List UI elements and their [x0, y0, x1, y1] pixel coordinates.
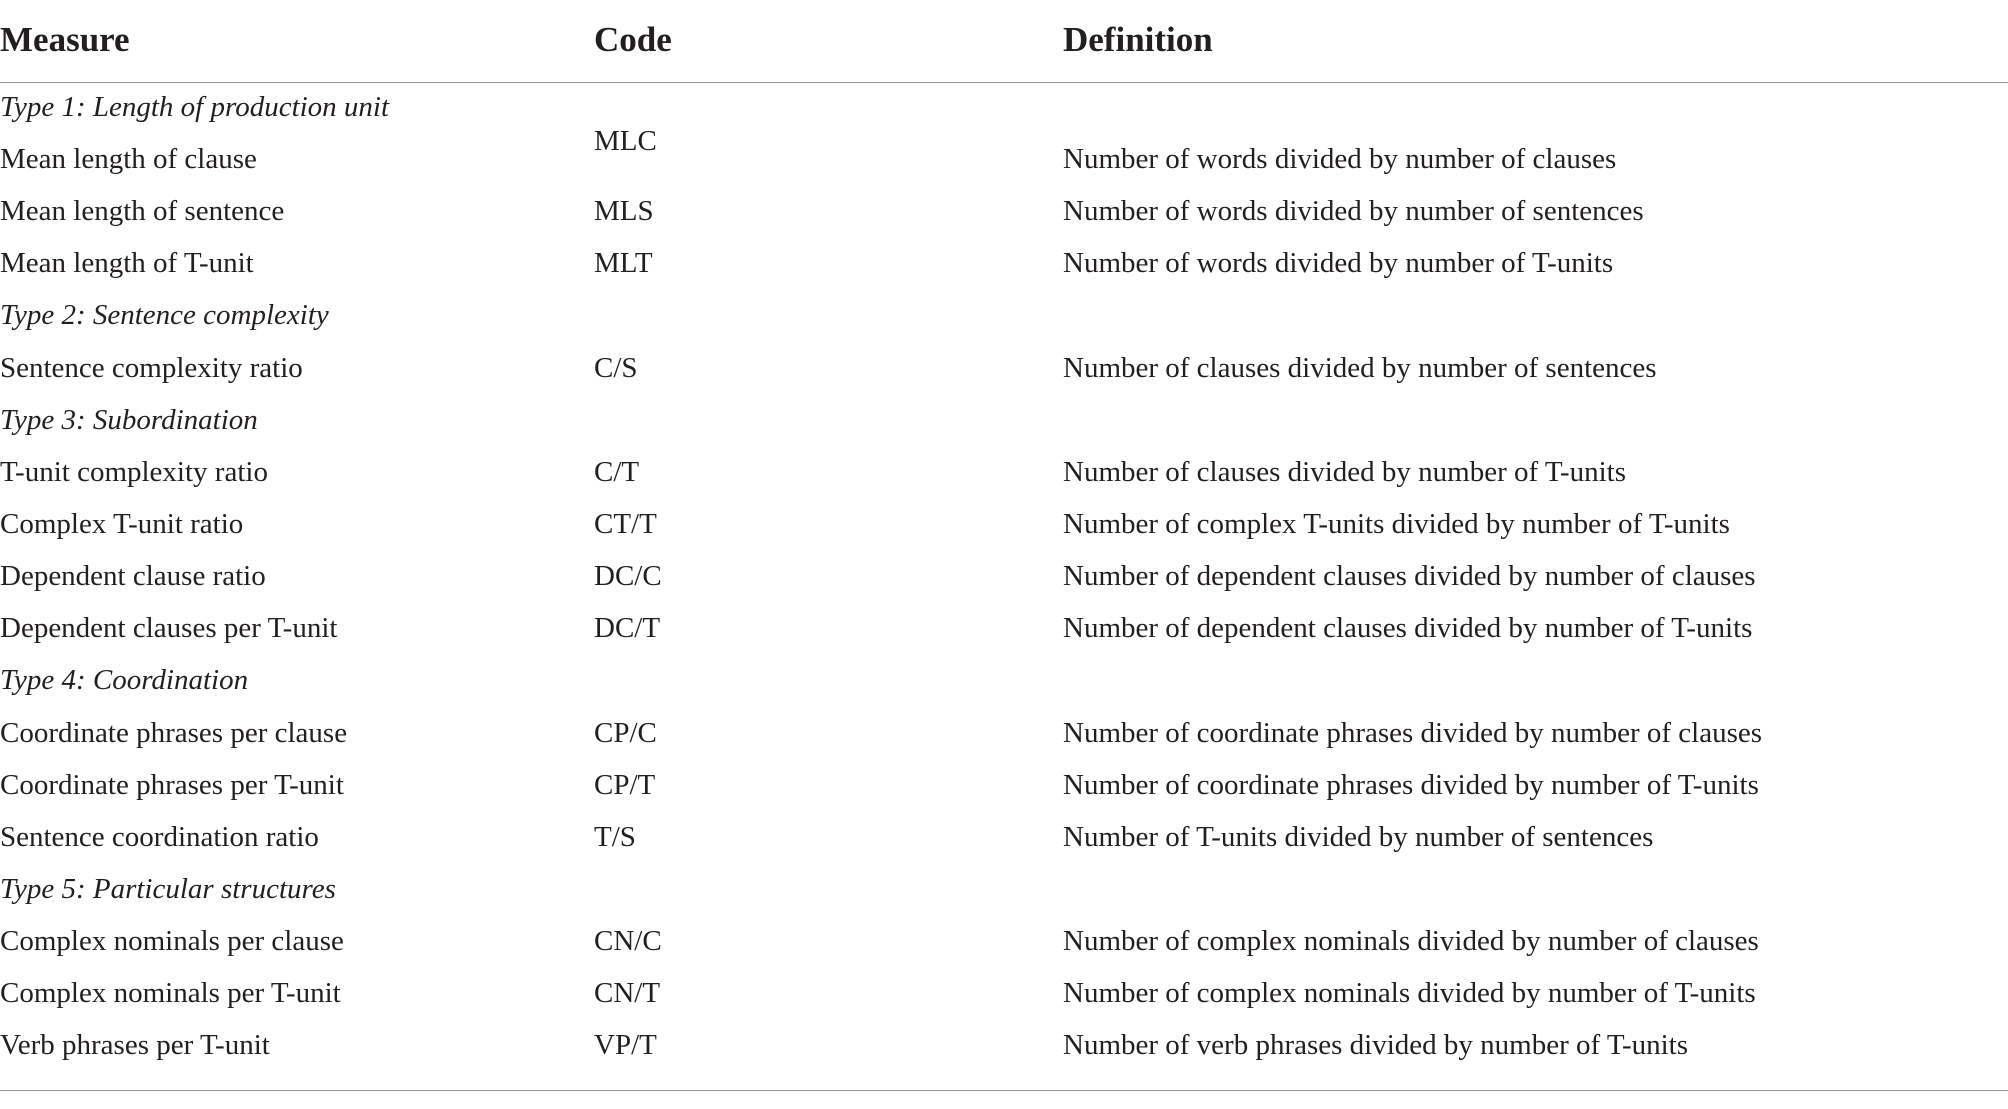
- table-row: [0, 557, 2008, 609]
- definition-cell: Number of dependent clauses divided by number of clauses: [1063, 560, 1756, 592]
- definition-cell: Number of words divided by number of T-units: [1063, 247, 1614, 279]
- group-title-row: [0, 870, 2008, 922]
- definition-cell: Number of complex T-units divided by number of T-units: [1063, 508, 1730, 540]
- measure-cell: Dependent clauses per T-unit: [0, 612, 338, 644]
- code-cell: CN/C: [594, 925, 662, 957]
- header-code: Code: [594, 20, 672, 59]
- group-title-row: [0, 401, 2008, 453]
- code-cell: DC/C: [594, 560, 662, 592]
- measure-cell: Complex nominals per clause: [0, 925, 344, 957]
- definition-cell: Number of dependent clauses divided by number of T-units: [1063, 612, 1753, 644]
- measure-cell: Complex nominals per T-unit: [0, 977, 341, 1009]
- code-cell: CP/T: [594, 769, 656, 801]
- group-title-row: [0, 88, 2008, 140]
- measure-cell: Mean length of T-unit: [0, 247, 254, 279]
- table-row: [0, 192, 2008, 244]
- definition-cell: Number of coordinate phrases divided by number of T-units: [1063, 769, 1759, 801]
- code-cell: DC/T: [594, 612, 661, 644]
- definition-cell: Number of complex nominals divided by number of T-units: [1063, 977, 1756, 1009]
- measure-cell: Complex T-unit ratio: [0, 508, 244, 540]
- code-cell: T/S: [594, 821, 636, 853]
- definition-cell: Number of words divided by number of sentences: [1063, 195, 1644, 227]
- table-row: [0, 125, 2008, 192]
- table-row: [0, 244, 2008, 296]
- code-cell: MLC: [594, 125, 657, 157]
- code-cell: CP/C: [594, 717, 657, 749]
- measure-cell: T-unit complexity ratio: [0, 456, 268, 488]
- group-title: Type 1: Length of production unit: [0, 91, 390, 123]
- code-cell: CT/T: [594, 508, 657, 540]
- table-row: [0, 714, 2008, 766]
- header-definition: Definition: [1063, 20, 1213, 59]
- measure-cell: Coordinate phrases per T-unit: [0, 769, 344, 801]
- table-row: [0, 974, 2008, 1026]
- table-row: [0, 1026, 2008, 1078]
- measure-cell: Sentence coordination ratio: [0, 821, 319, 853]
- code-cell: CN/T: [594, 977, 661, 1009]
- definition-cell: Number of T-units divided by number of sentences: [1063, 821, 1654, 853]
- code-cell: C/T: [594, 456, 640, 488]
- definition-cell: Number of complex nominals divided by number of clauses: [1063, 925, 1759, 957]
- table-row: [0, 349, 2008, 401]
- group-title: Type 4: Coordination: [0, 664, 249, 696]
- code-cell: C/S: [594, 352, 638, 384]
- group-title: Type 5: Particular structures: [0, 873, 336, 905]
- code-cell: MLS: [594, 195, 654, 227]
- measure-cell: Coordinate phrases per clause: [0, 717, 348, 749]
- table-row: [0, 766, 2008, 818]
- group-title: Type 2: Sentence complexity: [0, 299, 329, 331]
- measure-cell: Verb phrases per T-unit: [0, 1029, 270, 1061]
- definition-cell: Number of verb phrases divided by number of T-units: [1063, 1029, 1689, 1061]
- bottom-rule: [0, 1090, 2008, 1091]
- group-title-row: [0, 661, 2008, 713]
- code-cell: MLT: [594, 247, 653, 279]
- measure-cell: Mean length of sentence: [0, 195, 285, 227]
- code-cell: VP/T: [594, 1029, 657, 1061]
- definition-cell: Number of clauses divided by number of T-units: [1063, 456, 1626, 488]
- definition-cell: Number of coordinate phrases divided by number of clauses: [1063, 717, 1763, 749]
- header-measure: Measure: [0, 20, 130, 59]
- table-header: [0, 0, 2008, 83]
- table-row: [0, 818, 2008, 870]
- table-row: [0, 609, 2008, 661]
- measure-cell: Mean length of clause: [0, 143, 257, 175]
- measure-cell: Dependent clause ratio: [0, 560, 266, 592]
- table-row: [0, 922, 2008, 974]
- group-title-row: [0, 296, 2008, 348]
- group-title: Type 3: Subordination: [0, 404, 258, 436]
- table-row: [0, 505, 2008, 557]
- measure-cell: Sentence complexity ratio: [0, 352, 303, 384]
- definition-cell: Number of words divided by number of clauses: [1063, 143, 1617, 175]
- definition-cell: Number of clauses divided by number of sentences: [1063, 352, 1657, 384]
- table-row: [0, 453, 2008, 505]
